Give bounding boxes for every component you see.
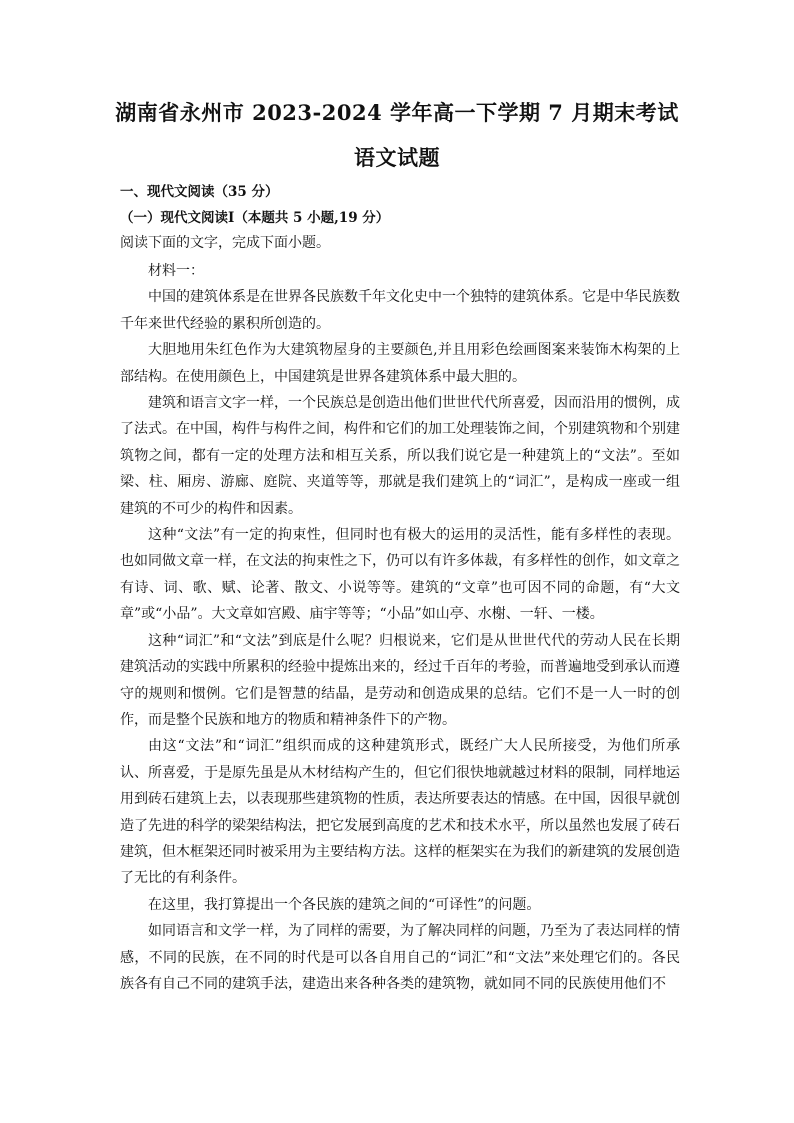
reading-instruction: 阅读下面的文字，完成下面小题。 [120, 235, 330, 251]
passage-paragraph: 中国的建筑体系是在世界各民族数千年文化史中一个独特的建筑体系。它是中华民族数千年来世代经验的累积所创造的。 [120, 289, 680, 332]
passage-paragraph: 大胆地用朱红色作为大建筑物屋身的主要颜色,并且用彩色绘画图案来装饰木构架的上部结构。在使用颜色上，中国建筑是世界各建筑体系中最大胆的。 [120, 342, 680, 385]
subsection-heading: （一）现代文阅读Ⅰ（本题共 5 小题,19 分） [120, 210, 390, 226]
passage-paragraph: 由这“文法”和“词汇”组织而成的这种建筑形式，既经广大人民所接受，为他们所承认、所喜爱，于是原先虽是从木材结构产生的，但它们很快地就越过材料的限制，同样地运用到砖石建筑上去，以表现那些建筑物的性质，表达所要表达的情感。在中国，因很早就创造了先进的科学的梁架结构法，把它发展到高度的艺术和技术水平，所以虽然也发展了砖石建筑，但木框架还同时被采用为主要结构方法。这样的框架实在为我们的新建筑的发展创造了无比的有利条件。 [120, 738, 680, 887]
exam-subtitle: 语文试题 [354, 145, 440, 170]
material-label: 材料一： [148, 263, 204, 279]
passage-paragraph: 如同语言和文学一样，为了同样的需要，为了解决同样的问题，乃至为了表达同样的情感，不同的民族，在不同的时代是可以各自用自己的“词汇”和“文法”来处理它们的。各民族各有自己不同的建筑手法，建造出来各种各类的建筑物，就如同不同的民族使用他们不 [120, 923, 680, 992]
section-heading: 一、现代文阅读（35 分） [120, 184, 279, 200]
exam-title: 湖南省永州市 2023-2024 学年高一下学期 7 月期末考试 [115, 100, 679, 125]
reading-passage [120, 258, 680, 997]
passage-paragraph: 这种“词汇”和“文法”到底是什么呢？归根说来，它们是从世世代代的劳动人民在长期建筑活动的实践中所累积的经验中提炼出来的，经过千百年的考验，而普遍地受到承认而遵守的规则和惯例。它们是智慧的结晶，是劳动和创造成果的总结。它们不是一人一时的创作，而是整个民族和地方的物质和精神条件下的产物。 [120, 632, 680, 728]
passage-paragraph: 这种“文法”有一定的拘束性，但同时也有极大的运用的灵活性，能有多样性的表现。也如同做文章一样，在文法的拘束性之下，仍可以有许多体裁，有多样性的创作，如文章之有诗、词、歌、赋、论著、散文、小说等等。建筑的“文章”也可因不同的命题，有“大文章”或“小品”。大文章如宫殿、庙宇等等；“小品”如山亭、水榭、一轩、一楼。 [120, 527, 680, 623]
passage-paragraph: 建筑和语言文字一样，一个民族总是创造出他们世世代代所喜爱，因而沿用的惯例，成了法式。在中国，构件与构件之间，构件和它们的加工处理装饰之间，个别建筑物和个别建筑物之间，都有一定的处理方法和相互关系，所以我们说它是一种建筑上的“文法”。至如梁、柱、厢房、游廊、庭院、夹道等等，那就是我们建筑上的“词汇”，是构成一座或一组建筑的不可少的构件和因素。 [120, 395, 680, 517]
passage-paragraph: 在这里，我打算提出一个各民族的建筑之间的“可译性”的问题。 [148, 896, 541, 913]
